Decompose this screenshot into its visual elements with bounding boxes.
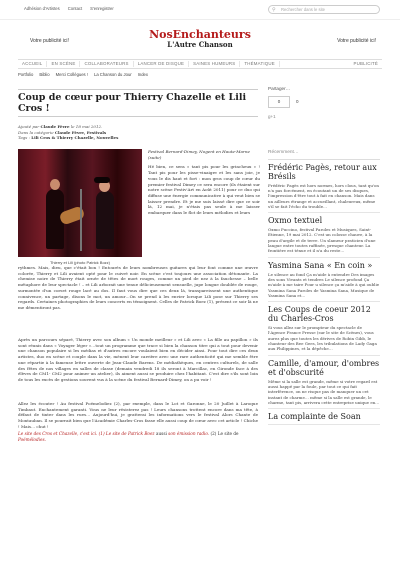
search-icon: ⚲ <box>272 6 276 13</box>
meta-category-label: Dans la catégorie <box>18 129 54 135</box>
recent-post <box>268 412 380 425</box>
concert-photo[interactable] <box>18 149 142 257</box>
subnav-merci-collegues[interactable]: Merci Collègues ! <box>55 72 88 77</box>
nav-lancer-de-disque[interactable]: LANCER DE DISQUE <box>134 61 189 67</box>
meta-author-link[interactable]: Claude Fèvre <box>40 124 70 129</box>
site-logo[interactable] <box>140 29 260 49</box>
sub-nav <box>18 72 148 78</box>
top-link-register[interactable]: S'enregistrer <box>90 6 114 11</box>
share-row <box>268 96 380 108</box>
ad-slot-left[interactable]: Votre publicité ici! <box>30 38 69 44</box>
paragraph-3: Allez les écouter ! Au festival Poémelodiez (2), par exemple, dans le Lot et Garonne, le 20 Juillet à Laroque Timbaut. Enchantement garanti. Vous ne leur résisterez pas ! Leurs chansons trottent encore dans ma tête, à défaut de tinter dans les rues… Aujourd'hui, je gratterai les informations vers le festival Alors Chante de Montauban. Il se pourrait bien que l'Académie Charles-Cros fasse elle aussi coup de cœur avec cet article ! Chiche ! Mais… chut ! <box>18 401 258 429</box>
recent-post <box>268 163 380 213</box>
recent-post-excerpt: Frédéric Pagès est hors normes, hors clous, tant qu'on n'a pas forcément, en écoutant un de ses disques, l'impression d'être tout à fait en chanson. Mais dans un ailleurs étrange et accueillant, chaleureux, même s'il se fait l'écho du trouble… <box>268 182 379 209</box>
meta-added-label: Ajouté par <box>18 124 40 129</box>
photo-hat <box>94 177 110 183</box>
recent-post-excerpt: Le silence au fond Ça m'aide à entendre Des images des sons Vivants et tendres Le silence profond Ça m'aide à me taire Pour u silence ça m'aide à qui oublie Yasmina Sana Paroles de Yasmina Sana, Musique de Yasmina Sana et… <box>268 271 380 298</box>
photo-figure-lili <box>96 191 114 249</box>
link-poemelodies[interactable]: Poémélodies. <box>18 436 46 442</box>
recent-header: Récemment… <box>268 150 380 160</box>
logo-title: NosEnchanteurs <box>149 28 251 41</box>
article-links <box>18 431 258 443</box>
article-header <box>18 89 258 141</box>
recent-post-title[interactable]: Oxmo textuel <box>268 216 323 226</box>
facebook-share-count[interactable]: 0 <box>268 96 290 108</box>
google-plus-button[interactable]: g+1 <box>268 114 276 120</box>
article-photo-block <box>18 149 142 269</box>
recent-posts-sidebar <box>268 150 380 428</box>
intro-paragraph: Hé bien, ce sera « tant pis pour les grincheux » ! Tant pis pour les pisse-vinaigre et les sans joie, je vous le dis haut et fort : mon gros coup de cœur du premier festival Dimey ce sera encore (ils étaient sur notre scène Festiv'Art en Août 2011) pour ce duo qui diffuse une énergie communicative à qui veut bien se laisser prendre. Et je me suis laissé dire que ce soir là, 12 mai, je n'étais pas seule à me laisser embarquer dans le flot de leurs mélodies et leurs <box>148 164 260 216</box>
search-box[interactable] <box>268 5 380 14</box>
links-aussi: aussi <box>155 431 167 436</box>
subnav-chanson-du-jour[interactable]: La Chanson du Jour <box>93 72 132 77</box>
links-site-de: (2) Le site de <box>210 431 239 436</box>
share-widget <box>268 86 380 121</box>
recent-post <box>268 359 380 409</box>
nav-en-scene[interactable]: EN SCÈNE <box>47 61 80 67</box>
site-banner <box>0 24 400 58</box>
top-link-contact[interactable]: Contact <box>67 6 83 11</box>
photo-caption: Thierry et Lili (photo Patrick Bozz) <box>49 260 111 265</box>
paragraph-2: Après un parcours séparé, Thierry avec son album « Un monde meilleur » et Lili avec « La fille au papillon » ils sont réunis dans « Voyager léger »…tout un programme que trace si bien la chanson titre qui a tout pour devenir une chanson populaire si les médias et d'autres encore voulaient bien en décider ainsi. Pour tout dire ces deux artistes, duo en scène et couple dans la vie, mènent leur carrière avec une rare authenticité qui me semble être une répartie à la fameuse lettre ouverte de Jean-Claude Barens. De médiathèques, en centres culturels, de salle des fêtes de nos villages en salles de classe (demain vendredi 18 ils seront à Marcillac, en Gironde face à des élèves de CM1- CM2 pour animer un atelier), ils aiment aussi se produire chez l'habitant. C'est dire s'ils sont loin de tous les excès de gestions souvent vus à la scène du festival Bernard-Dimey, on a pu voir ! <box>18 337 258 382</box>
twitter-share-count[interactable]: 0 <box>296 99 299 105</box>
photo-mic-stand <box>80 189 82 251</box>
recent-post-title[interactable]: Yasmina Sana « En coin » <box>268 260 373 270</box>
recent-post <box>268 261 380 302</box>
logo-subtitle: L'Autre Chanson <box>167 40 233 49</box>
subnav-portfolio[interactable]: Portfolio <box>18 72 34 77</box>
nav-collaborateurs[interactable]: COLLABORATEURS <box>80 61 133 67</box>
nav-saines-humeurs[interactable]: SAINES HUMEURS <box>189 61 240 67</box>
link-emission-radio[interactable]: son émission radio. <box>168 431 210 436</box>
nav-thematique[interactable]: THÉMATIQUE <box>240 61 279 67</box>
recent-post-excerpt: Oxmo Puccino, festival Paroles et Musiques, Saint-Etienne, 19 mai 2012. C'est un colosse chauve, à la peau d'argile et de terre. Un slameur praticien d'une langue entre toutes raffinée, presque chanteur. La frontière est ténue et il n'a du reste… <box>268 227 376 254</box>
recent-post-excerpt: Même si la salle est grande, même si votre regard est aussi happé par la foule, par tout ce qui fait interférence, on ne risque pas de manquer un cet instant de charme… même si la salle est grande, le charme, tant pis, arrivera cette entreprise unique en… <box>268 378 380 405</box>
meta-category-link[interactable]: Claude Fèvre, Festivals <box>54 129 107 135</box>
top-link-adhesion[interactable]: Adhésion d'Artistes <box>24 6 60 11</box>
intro-lead: Festival Bernard-Dimey, Nogent en Haute-Marne (suite) <box>148 149 250 160</box>
recent-post-title[interactable]: La complainte de Soan <box>268 412 361 422</box>
subnav-biblio[interactable]: Biblio <box>39 72 50 77</box>
main-nav <box>18 59 382 69</box>
share-label: Partager… <box>268 86 291 91</box>
paragraph-1: rythmes. Mais, dieu, que c'était bon ! Entourés de leurs nombreuses guitares qui leur font comme une œuvre colorée, Thierry et Lili avaient opté pour le cuivré noir. En scène c'est toujours une association détonante. La chemise noire de Thierry était ornée de têtes de mort rouges, comme un pied de nez à la fauchesse – belle métaphore de leur spectacle ! – et Lili arborait une tenue délicieusement sensuelle, jupe longue doublée de rouge, surmontée d'un corset rouge lacé au dos. Il faut vous dire que ces deux là, transpareissent une authentique connivence, un partage, disons le mot, un amour…On se prend à les envier lorsque Lili pose sur Thierry ses regards. Certaines photographies de leurs concerts en témoignent. Celles de Patrick Boez (1), présent ce soir là ne me démentiront pas. <box>18 265 258 310</box>
article-intro <box>148 149 260 216</box>
recent-post-title[interactable]: Frédéric Pagès, retour aux Brésils <box>268 162 377 181</box>
recent-post-excerpt: Si vous allez sur le prompteur du spectacle de l'Agence France Presse (sur le site de Scènes), vous aurez plus que toutes les dérives de Robin Gibb, le chanteur des Bee Gees, les tribulations de Lady Gaga aux Philippines, et la dépêche… <box>268 325 377 352</box>
article-title: Coup de cœur pour Thierry Chazelle et Lili Cros ! <box>18 89 258 117</box>
nav-accueil[interactable]: ACCUEIL <box>18 61 47 67</box>
nav-publicite[interactable]: PUBLICITÉ <box>353 60 378 66</box>
top-bar <box>0 0 400 20</box>
link-cros-chazelle[interactable]: Le site des Cros et Chazelle, c'est ici. <box>18 431 98 436</box>
top-links <box>24 6 114 12</box>
recent-post-title[interactable]: Les Coups de coeur 2012 du Charles-Cros <box>268 305 371 324</box>
subnav-index[interactable]: Index <box>137 72 148 77</box>
recent-post <box>268 216 380 257</box>
ad-slot-right[interactable]: Votre publicité ici! <box>337 38 376 44</box>
article-meta <box>18 124 258 141</box>
meta-date: le 18 mai 2012. <box>70 124 103 129</box>
link-patrick-boez[interactable]: (1) Le site de Patrick Boez <box>98 431 155 436</box>
meta-tags-link[interactable]: Lili Cros & Thierry Chazelle, Nouvelles <box>31 135 119 141</box>
recent-post <box>268 305 380 355</box>
recent-post-title[interactable]: Camille, d'amour, d'ombres et d'obscurité <box>268 358 380 377</box>
photo-head-thierry <box>50 179 60 190</box>
meta-tags-label: Tags : <box>18 135 30 141</box>
search-input[interactable]: Rechercher dans le site <box>281 6 325 12</box>
